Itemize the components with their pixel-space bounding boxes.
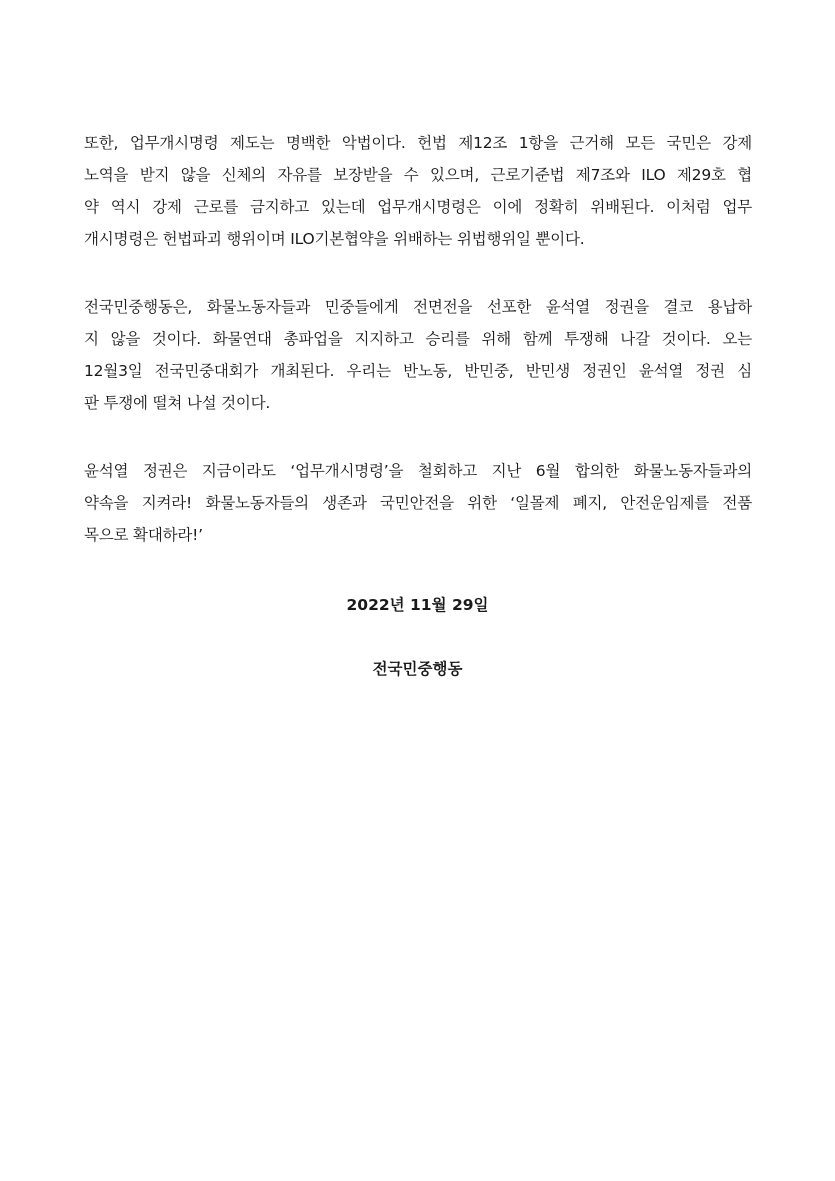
paragraph-illegal-order [84, 127, 752, 255]
paragraph-line: 노역을 받지 않을 신체의 자유를 보장받을 수 있으며, 근로기준법 제7조와 ILO 제29호 협 [84, 166, 752, 184]
paragraph-line: 목으로 확대하라!’ [84, 526, 203, 544]
organization-signature: 전국민중행동 [372, 660, 463, 678]
paragraph-line: 윤석열 정권은 지금이라도 ‘업무개시명령’을 철회하고 지난 6월 합의한 화물노동자들과의 [84, 462, 752, 480]
paragraph-line: 또한, 업무개시명령 제도는 명백한 악법이다. 헌법 제12조 1항을 근거해 모든 국민은 강제 [84, 134, 752, 152]
paragraph-line: 판 투쟁에 떨쳐 나설 것이다. [84, 394, 271, 412]
paragraph-line: 개시명령은 헌법파괴 행위이며 ILO기본협약을 위배하는 위법행위일 뿐이다. [84, 230, 585, 248]
paragraph-line: 전국민중행동은, 화물노동자들과 민중들에게 전면전을 선포한 윤석열 정권을 결코 용납하 [84, 298, 752, 316]
paragraph-line: 지 않을 것이다. 화물연대 총파업을 지지하고 승리를 위해 함께 투쟁해 나갈 것이다. 오는 [84, 330, 752, 348]
paragraph-struggle [84, 291, 752, 419]
paragraph-demand [84, 455, 752, 551]
paragraph-line: 약 역시 강제 근로를 금지하고 있는데 업무개시명령은 이에 정확히 위배된다. 이처럼 업무 [84, 198, 752, 216]
paragraph-line: 약속을 지켜라! 화물노동자들의 생존과 국민안전을 위한 ‘일몰제 폐지, 안전운임제를 전품 [84, 494, 752, 512]
statement-date: 2022년 11월 29일 [346, 596, 489, 614]
paragraph-line: 12월3일 전국민중대회가 개최된다. 우리는 반노동, 반민중, 반민생 정권인 윤석열 정권 심 [84, 362, 752, 380]
